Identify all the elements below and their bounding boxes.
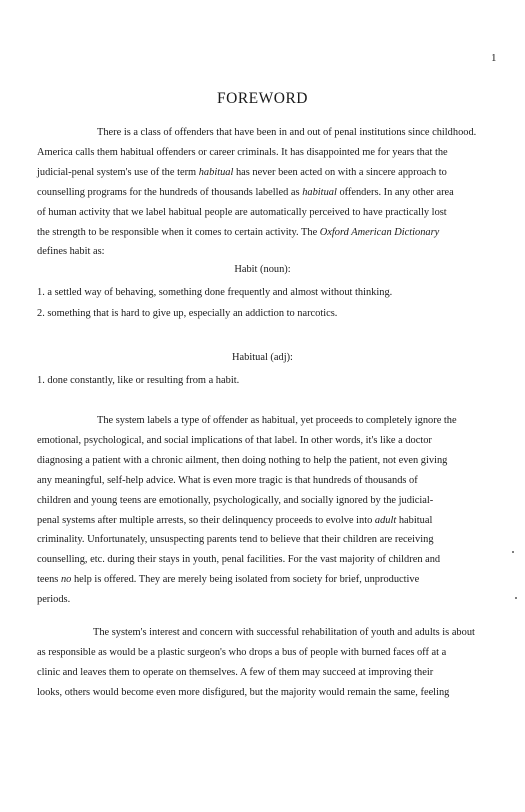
text-line: periods. bbox=[37, 594, 71, 606]
habit-noun-heading: Habit (noun): bbox=[234, 264, 291, 275]
page-title: FOREWORD bbox=[217, 90, 308, 107]
page-number: 1 bbox=[491, 52, 497, 64]
text-line: penal systems after multiple arrests, so their delinquency proceeds to evolve into adult habitual bbox=[37, 514, 433, 526]
paragraph-intro bbox=[37, 123, 485, 262]
emphasis: habitual bbox=[198, 166, 234, 178]
text-line: children and young teens are emotionally, psychologically, and socially ignored by the judicial- bbox=[37, 494, 434, 506]
text-line: any meaningful, self-help advice. What is even more tragic is that hundreds of thousands of bbox=[37, 474, 418, 486]
text-line: The system's interest and concern with successful rehabilitation of youth and adults is about bbox=[93, 627, 475, 638]
habitual-adj-definition-1: 1. done constantly, like or resulting from a habit. bbox=[37, 375, 240, 386]
scan-speck bbox=[515, 597, 517, 599]
text-line: as responsible as would be a plastic surgeon's who drops a bus of people with burned faces off at a bbox=[37, 646, 447, 658]
text-line: America calls them habitual offenders or career criminals. It has disappointed me for years that the bbox=[37, 146, 448, 158]
text-line: The system labels a type of offender as habitual, yet proceeds to completely ignore the bbox=[97, 415, 457, 426]
emphasis: Oxford American Dictionary bbox=[319, 226, 440, 238]
text-line: counselling programs for the hundreds of thousands labelled as habitual offenders. In any other area bbox=[37, 186, 454, 198]
emphasis: no bbox=[60, 574, 72, 586]
text-line: judicial-penal system's use of the term habitual has never been acted on with a sincere approach to bbox=[37, 166, 447, 178]
text-line: defines habit as: bbox=[37, 246, 105, 258]
text-line: counselling, etc. during their stays in youth, penal facilities. For the vast majority of children and bbox=[37, 554, 441, 566]
text-line: the strength to be responsible when it comes to certain activity. The Oxford American Dictionary bbox=[37, 226, 440, 238]
text-line: clinic and leaves them to operate on themselves. A few of them may succeed at improving their bbox=[37, 666, 434, 678]
text-line: emotional, psychological, and social implications of that label. In other words, it's like a doctor bbox=[37, 434, 432, 446]
scan-speck bbox=[512, 551, 514, 553]
text-line: looks, others would become even more disfigured, but the majority would remain the same, feeling bbox=[37, 686, 450, 698]
paragraph-rehabilitation bbox=[37, 623, 485, 703]
text-line: of human activity that we label habitual people are automatically perceived to have practically lost bbox=[37, 206, 447, 218]
text-line: criminality. Unfortunately, unsuspecting parents tend to believe that their children are receiving bbox=[37, 534, 434, 546]
habit-noun-definition-2: 2. something that is hard to give up, especially an addiction to narcotics. bbox=[37, 308, 338, 319]
text-line: diagnosing a patient with a chronic ailment, then doing nothing to help the patient, not even giving bbox=[37, 454, 448, 466]
text-line: There is a class of offenders that have been in and out of penal institutions since childhood. bbox=[97, 127, 477, 138]
emphasis: habitual bbox=[302, 186, 337, 198]
habit-noun-definition-1: 1. a settled way of behaving, something done frequently and almost without thinking. bbox=[37, 287, 393, 298]
emphasis: adult bbox=[374, 514, 397, 526]
habitual-adj-heading: Habitual (adj): bbox=[232, 352, 293, 363]
paragraph-system bbox=[37, 411, 485, 610]
text-line: teens no help is offered. They are merely being isolated from society for brief, unproductive bbox=[37, 574, 420, 586]
